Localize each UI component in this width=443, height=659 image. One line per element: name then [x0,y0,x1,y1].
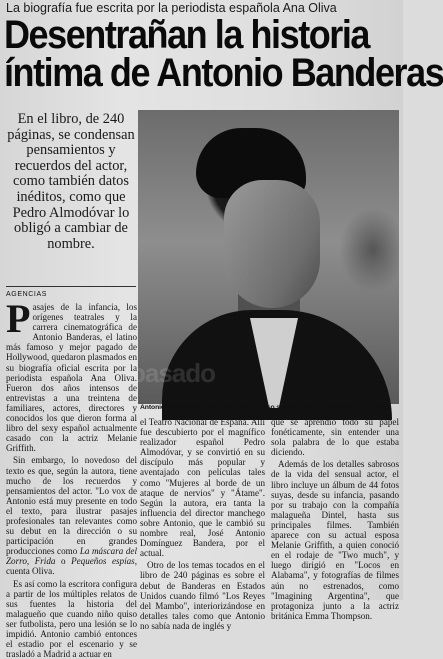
headline-line-2: íntima de Antonio Banderas [4,51,443,95]
column-1-paragraph-1-text: asajes de la infancia, los orígenes teatrales y la carrera cinematográfica de Antonio Banderas, el latino más famoso y mejor pagado de Hollywood, quedaron plasmados en su biografía oficial escrita por la periodista española Ana Oliva. Fueron dos años intensos de entrevistas a una treintena de familiares, actores, directores y conocidos los que dieron forma al libro del sexy español actualmente casado con la actriz Melanie Griffith. [6,302,137,454]
article-deck: En el libro, de 240 páginas, se condensan pensamientos y recuerdos del actor, como también datos inéditos, como que Pedro Almodóvar lo obligó a cambiar de nombre. [7,111,135,252]
photo-caption: Antonio Banderas antes de ser actor quiso ser futbolista, se cuenta en el libro. [140,404,387,411]
column-1-paragraph-1 [6,296,137,454]
column-1-paragraph-2 [6,455,137,576]
column-3-paragraph-2: Además de los detalles sabrosos de la vida del sensual actor, el libro incluye un álbum de 44 fotos suyas, desde su infancia, pasando por su trabajo con la compañía malagueña Dintel, hasta sus principales filmes. También aparece con su actual esposa Melanie Griffith, a quien conoció en el rodaje de "Two much", y luego dirigió en "Locos en Alabama", y fotografías de filmes aún no estrenados, como "Imagining Argentina", que protagoniza junto a la actriz británica Emma Thompson. [271,459,399,621]
drop-cap: P [6,296,31,341]
antonio-banderas-photo [130,110,399,404]
column-2-paragraph-1: el Teatro Nacional de España. Allí fue descubierto por el magnífico realizador español Pedro Almodóvar, y se convirtió en su discípulo más popular y aventajado con películas tales como "Mujeres al borde de un ataque de nervios" y "Átame". Según la autora, era tanta la influencia del director manchego sobre Antonio, que le cambió su nombre real, José Antonio Domínguez Bandera, por el actual. [140,417,265,559]
column-1-paragraph-2-text: Sin embargo, lo novedoso del texto es que, según la autora, tiene mucho de los recuerdos y pensamientos del actor. "Lo vox de Antonio está muy presente en todo el texto, para ilustrar pasajes profesionales tan relevantes como su debut en la dirección o su participación en grandes producciones como [6,455,137,557]
film-titles-2: Pequeños espías [71,556,135,567]
photo-watermark: basado [130,358,216,388]
article-column-2 [140,417,265,631]
column-2-paragraph-2: Otro de los temas tocados en el libro de 240 páginas es sobre el debut de Banderas en Estados Unidos cuando filmó "Los Reyes del Mambo", interiorizándose en detalles tales como que Antonio no sabía nada de inglés y [140,560,265,631]
column-1-paragraph-3: Es así como la escritora configura a partir de los múltiples relatos de sus fuentes la historia del malagueño que cuando niño quiso ser futbolista, pero una lesión se lo impidió. Antonio cambió entonces el estadio por el escenario y se trasladó a Madrid a actuar en [6,578,137,659]
article-byline: AGENCIAS [6,291,47,298]
film-titles-1: La máscara del Zorro, Frida [6,546,137,567]
photo-face-shape [224,180,320,308]
column-3-paragraph-1: que se aprendió todo su papel fonéticamente, sin entender una sola palabra de lo que estaba diciendo. [271,417,399,458]
headline-line-1: Desentrañan la historia [4,13,370,57]
article-kicker: La biografía fue escrita por la periodista española Ana Oliva [6,1,337,15]
article-headline [4,13,443,95]
article-column-3 [271,417,399,621]
column-1-paragraph-2-end: , cuenta Oliva. [6,556,137,577]
column-1-paragraph-2-conj: o [60,556,66,567]
article-column-1 [6,296,137,659]
byline-divider [6,286,136,287]
